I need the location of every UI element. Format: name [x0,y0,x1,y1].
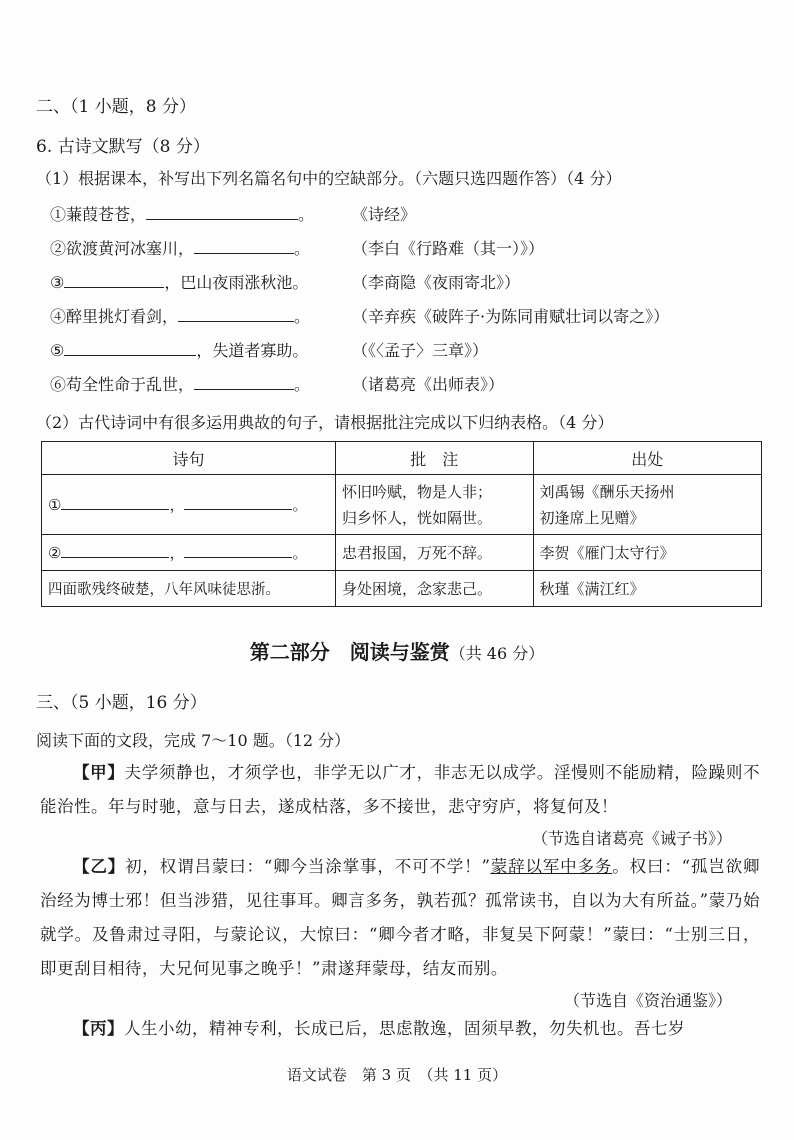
fill-item-4: ④醉里挑灯看剑， 。 [50,307,311,326]
allusion-table [41,441,762,607]
fill-item-2: ②欲渡黄河冰塞川， 。 [50,239,311,258]
header-note: 批 注 [335,442,533,475]
part-2-heading: 第二部分 阅读与鉴赏（共 46 分） [249,640,545,664]
fill-item-3-source: （李商隐《夜雨寄北》） [352,273,521,292]
header-poem: 诗句 [42,442,336,475]
poem-cell: 四面歌残终破楚，八年风味徒思浙。 [42,571,336,607]
fill-item-1-source: 《诗经》 [352,205,417,224]
fill-item-6-source: （诸葛亮《出师表》） [352,375,505,394]
table-row [42,475,762,535]
answer-blank[interactable] [61,495,169,510]
answer-blank[interactable] [61,543,169,558]
answer-blank[interactable] [178,307,294,322]
answer-blank[interactable] [146,205,298,220]
header-origin: 出处 [533,442,762,475]
question-6-part1: （1）根据课本，补写出下列名篇名句中的空缺部分。（六题只选四题作答）（4 分） [36,169,622,188]
passage-bing: 【丙】人生小幼，精神专利，长成已后，思虑散逸，固须早教，勿失机也。吾七岁 [73,1019,685,1038]
table-row [42,535,762,571]
fill-item-5-source: （《〈孟子〉三章》） [352,341,489,360]
section-heading-2: 二、（1 小题，8 分） [36,97,196,117]
fill-item-2-source: （李白《行路难（其一）》） [352,239,545,258]
note-cell: 忠君报国，万死不辞。 [335,535,533,571]
passage-jia-source: （节选自诸葛亮《诫子书》） [531,829,732,848]
table-row [42,571,762,607]
page-footer: 语文试卷 第 3 页 （共 11 页） [286,1066,508,1084]
origin-cell: 刘禹锡《酬乐天扬州 初逢席上见赠》 [533,475,762,535]
passage-jia: 【甲】夫学须静也，才须学也，非学无以广才，非志无以成学。淫慢则不能励精，险躁则不能治性。年与时驰，意与日去，遂成枯落，多不接世，悲守穷庐，将复何及！ [40,763,760,816]
origin-cell: 李贺《雁门太守行》 [533,535,762,571]
passage-yi-source: （节选自《资治通鉴》） [563,991,732,1010]
section-heading-3: 三、（5 小题，16 分） [36,693,207,713]
answer-blank[interactable] [194,239,294,254]
answer-blank[interactable] [64,341,196,356]
answer-blank[interactable] [184,495,292,510]
question-6-title: 6. 古诗文默写（8 分） [36,137,210,157]
fill-item-4-source: （辛弃疾《破阵子·为陈同甫赋壮词以寄之》） [352,307,670,326]
fill-item-5: ⑤ ，失道者寡助。 [50,341,309,360]
question-6-part2: （2）古代诗词中有很多运用典故的句子，请根据批注完成以下归纳表格。（4 分） [36,413,614,432]
answer-blank[interactable] [184,543,292,558]
table-header-row [42,442,762,475]
poem-cell: ① ， 。 [42,475,336,535]
fill-item-6: ⑥苟全性命于乱世， 。 [50,375,311,394]
answer-blank[interactable] [194,375,294,390]
origin-cell: 秋瑾《满江红》 [533,571,762,607]
passage-yi: 【乙】初，权谓吕蒙曰：“卿今当涂掌事，不可不学！”蒙辞以军中多务。权曰：“孤岂欲卿治经为博士邪！但当涉猎，见往事耳。卿言多务，孰若孤？孤常读书，自以为大有所益。”蒙乃始就学。及鲁肃过寻阳，与蒙论议，大惊曰：“卿今者才略，非复吴下阿蒙！”蒙曰：“士别三日，即更刮目相待，大兄何见事之晚乎！”肃遂拜蒙母，结友而别。 [40,857,760,978]
note-cell: 怀旧吟赋，物是人非； 归乡怀人，恍如隔世。 [335,475,533,535]
note-cell: 身处困境，念家悲己。 [335,571,533,607]
reading-intro: 阅读下面的文段，完成 7～10 题。（12 分） [36,731,351,750]
fill-item-1: ①蒹葭苍苍， 。 [50,205,315,224]
answer-blank[interactable] [64,273,164,288]
poem-cell: ② ， 。 [42,535,336,571]
fill-item-3: ③ ，巴山夜雨涨秋池。 [50,273,309,292]
